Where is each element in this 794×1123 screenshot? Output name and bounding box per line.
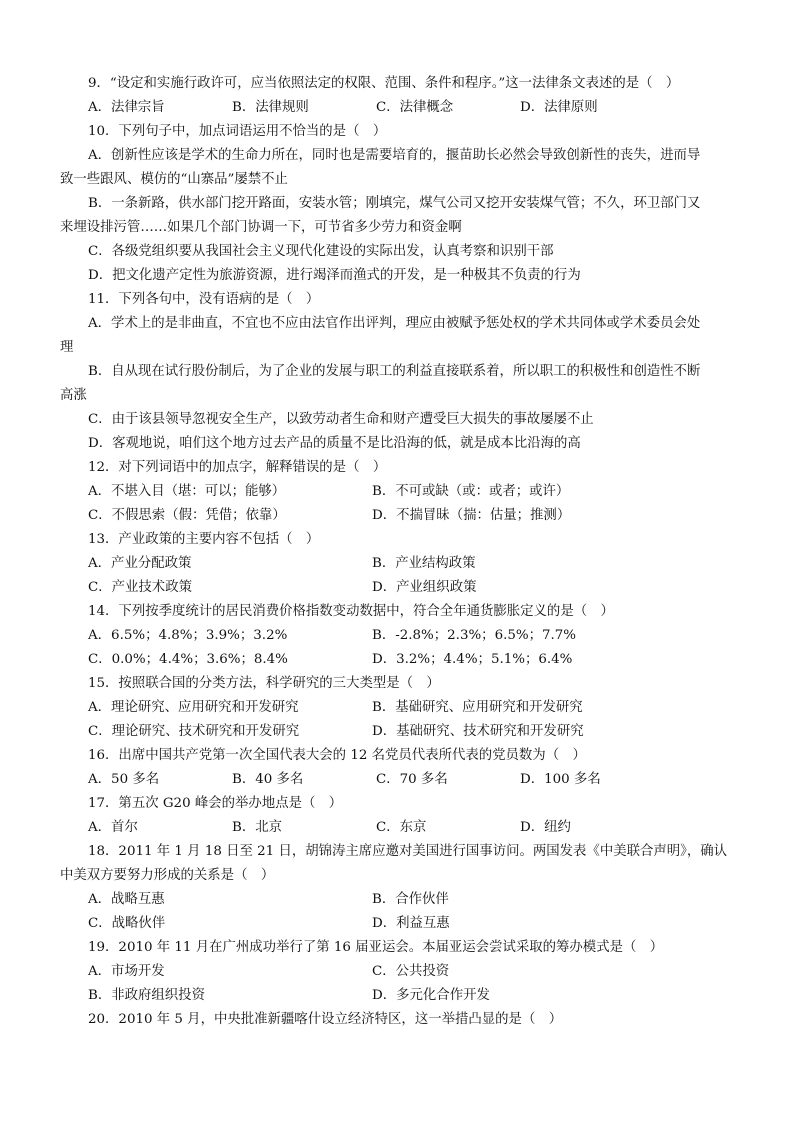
options-row [60, 696, 742, 720]
question-block [60, 456, 742, 528]
option: A．学术上的是非曲直，不宜也不应由法官作出评判，理应由被赋予惩处权的学术共同体或学术委员会处 [88, 316, 701, 331]
option: B．合作伙伴 [372, 892, 449, 907]
question-list [60, 72, 742, 1032]
question-block [60, 600, 742, 672]
option: B．非政府组织投资 [88, 988, 205, 1003]
option: D．多元化合作开发 [372, 988, 490, 1003]
options-row [60, 888, 742, 912]
option: B．基础研究、应用研究和开发研究 [372, 700, 583, 715]
options-row [60, 648, 742, 672]
options-row [60, 96, 742, 120]
option: D．客观地说，咱们这个地方过去产品的质量不是比沿海的低，就是成本比沿海的高 [88, 436, 581, 451]
option: B．40 多名 [232, 772, 304, 787]
option: 理 [60, 340, 74, 355]
option: D．法律原则 [520, 100, 598, 115]
options-row [60, 720, 742, 744]
option: 来埋设排污管……如果几个部门协调一下，可节省多少劳力和资金啊 [60, 220, 462, 235]
option: D．不揣冒昧（揣：估量；推测） [372, 508, 571, 523]
option: A．6.5%；4.8%；3.9%；3.2% [88, 628, 288, 643]
question-block [60, 792, 742, 840]
options-row [60, 552, 742, 576]
option: A．产业分配政策 [88, 556, 192, 571]
question-stem: 20．2010 年 5 月，中央批准新疆喀什设立经济特区，这一举措凸显的是（ ） [88, 1012, 563, 1027]
option: C．由于该县领导忽视安全生产，以致劳动者生命和财产遭受巨大损失的事故屡屡不止 [88, 412, 594, 427]
question-stem: 12．对下列词语中的加点字，解释错误的是（ ） [88, 460, 387, 475]
options-row [60, 960, 742, 984]
option: C．法律概念 [376, 100, 454, 115]
options-row [60, 984, 742, 1008]
option: C．理论研究、技术研究和开发研究 [88, 724, 300, 739]
question-block [60, 288, 742, 456]
question-stem: 11．下列各句中，没有语病的是（ ） [88, 292, 320, 307]
options-row [60, 816, 742, 840]
question-stem: 19．2010 年 11 月在广州成功举行了第 16 届亚运会。本届亚运会尝试采取的筹办模式是（ ） [88, 940, 664, 955]
option: A．市场开发 [88, 964, 165, 979]
option: C．不假思索（假：凭借；依靠） [88, 508, 286, 523]
option: C．战略伙伴 [88, 916, 166, 931]
question-stem: 9．“设定和实施行政许可，应当依照法定的权限、范围、条件和程序。”这一法律条文表述的是（ ） [88, 76, 680, 91]
question-stem: 10．下列句子中，加点词语运用不恰当的是（ ） [88, 124, 387, 139]
options-row [60, 768, 742, 792]
options-row [60, 576, 742, 600]
question-stem: 16．出席中国共产党第一次全国代表大会的 12 名党员代表所代表的党员数为（ ） [88, 748, 586, 763]
option: A．50 多名 [88, 772, 160, 787]
option: C．各级党组织要从我国社会主义现代化建设的实际出发，认真考察和识别干部 [88, 244, 554, 259]
option: D．纽约 [520, 820, 571, 835]
option: A．创新性应该是学术的生命力所在，同时也是需要培育的，揠苗助长必然会导致创新性的丧失，进而导 [88, 148, 701, 163]
option: D．基础研究、技术研究和开发研究 [372, 724, 584, 739]
question-stem: 14．下列按季度统计的居民消费价格指数变动数据中，符合全年通货膨胀定义的是（ ） [88, 604, 614, 619]
question-block [60, 72, 742, 120]
option: C．产业技术政策 [88, 580, 192, 595]
option: 致一些跟风、模仿的“山寨品”屡禁不止 [60, 172, 288, 187]
option: D．3.2%；4.4%；5.1%；6.4% [372, 652, 573, 667]
option: C．0.0%；4.4%；3.6%；8.4% [88, 652, 288, 667]
option: 高涨 [60, 388, 87, 403]
question-block [60, 672, 742, 744]
option: D．把文化遗产定性为旅游资源，进行竭泽而渔式的开发，是一种极其不负责的行为 [88, 268, 581, 283]
question-stem: 18．2011 年 1 月 18 日至 21 日，胡锦涛主席应邀对美国进行国事访问。两国发表《中美联合声明》，确认 [88, 844, 728, 859]
options-row [60, 624, 742, 648]
option: C．公共投资 [372, 964, 450, 979]
option: B．产业结构政策 [372, 556, 476, 571]
question-block [60, 1008, 742, 1032]
option: D．100 多名 [520, 772, 601, 787]
question-block [60, 840, 742, 936]
option: D．产业组织政策 [372, 580, 477, 595]
question-stem: 中美双方要努力形成的关系是（ ） [60, 868, 275, 883]
question-stem: 17．第五次 G20 峰会的举办地点是（ ） [88, 796, 343, 811]
option: A．首尔 [88, 820, 138, 835]
option: B．法律规则 [232, 100, 309, 115]
option: C．70 多名 [376, 772, 448, 787]
question-block [60, 120, 742, 288]
option: B．自从现在试行股份制后，为了企业的发展与职工的利益直接联系着，所以职工的积极性和创造性不断 [88, 364, 701, 379]
option: B．不可或缺（或：或者；或许） [372, 484, 570, 499]
option: B．-2.8%；2.3%；6.5%；7.7% [372, 628, 577, 643]
option: B．北京 [232, 820, 283, 835]
option: A．战略互惠 [88, 892, 165, 907]
question-stem: 15．按照联合国的分类方法，科学研究的三大类型是（ ） [88, 676, 440, 691]
option: A．法律宗旨 [88, 100, 165, 115]
question-block [60, 528, 742, 600]
options-row [60, 480, 742, 504]
option: D．利益互惠 [372, 916, 450, 931]
option: C．东京 [376, 820, 427, 835]
option: A．理论研究、应用研究和开发研究 [88, 700, 299, 715]
option: A．不堪入目（堪：可以；能够） [88, 484, 286, 499]
options-row [60, 504, 742, 528]
question-stem: 13．产业政策的主要内容不包括（ ） [88, 532, 320, 547]
options-row [60, 912, 742, 936]
question-block [60, 744, 742, 792]
option: B．一条新路，供水部门挖开路面，安装水管；刚填完，煤气公司又挖开安装煤气管；不久，环卫部门又 [88, 196, 701, 211]
question-block [60, 936, 742, 1008]
